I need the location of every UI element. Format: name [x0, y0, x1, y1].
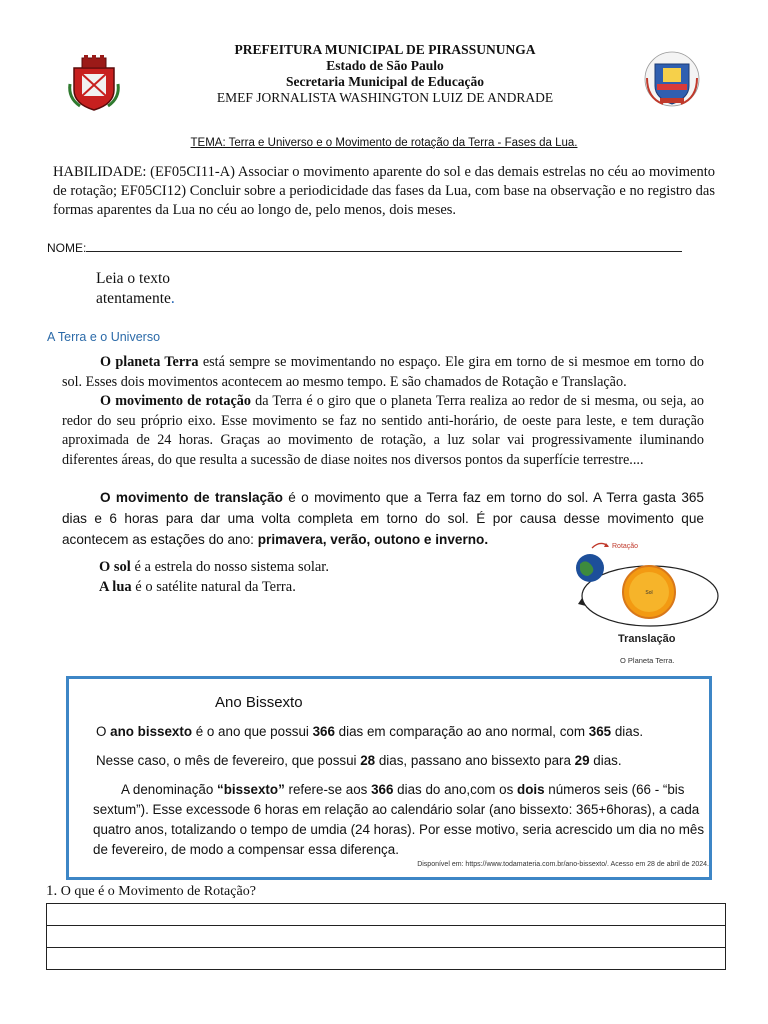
section-subtitle: A Terra e o Universo	[47, 330, 161, 344]
question-1: 1. O que é o Movimento de Rotação?	[46, 883, 256, 899]
box-title: Ano Bissexto	[215, 694, 303, 711]
nome-field	[47, 241, 682, 255]
answer-line[interactable]	[46, 926, 726, 948]
sol-definition: O sol é a estrela do nosso sistema solar.	[99, 559, 329, 575]
header-prefeitura: PREFEITURA MUNICIPAL DE PIRASSUNUNGA	[234, 42, 536, 57]
school-crest-logo	[643, 50, 701, 108]
paragraph-rotacao: O movimento de rotação da Terra é o giro que o planeta Terra realiza ao redor de si mesma, ou seja, ao redor do seu próprio eixo. Esse movimento se faz no sentido anti-horário, de oeste para leste, e tem duração aproximada de 24 horas. Graças ao movimento de rotação, a luz solar vai progressivamente iluminando diferentes áreas, do que resulta a sucessão de diase noites nos diversos pontos da superfície terrestre....	[62, 393, 704, 468]
box-paragraph-2: Nesse caso, o mês de fevereiro, que possui 28 dias, passano ano bissexto para 29 dias.	[96, 753, 622, 768]
ano-bissexto-box	[66, 676, 712, 880]
document-header	[170, 42, 600, 106]
municipal-crest-logo	[66, 54, 122, 112]
diagram-caption: O Planeta Terra.	[620, 656, 675, 665]
header-secretaria: Secretaria Municipal de Educação	[285, 74, 485, 89]
nome-label: NOME:	[47, 241, 87, 255]
translation-diagram	[570, 536, 720, 668]
rotacao-label: Rotação	[612, 543, 639, 550]
answer-line[interactable]	[46, 903, 726, 926]
header-estado: Estado de São Paulo	[326, 58, 444, 73]
habilidade-paragraph: HABILIDADE: (EF05CI11-A) Associar o movimento aparente do sol e das demais estrelas no céu ao movimento de rotação; EF05CI12) Concluir sobre a periodicidade das fases da Lua, com base na observação e no registro das formas aparentes da Lua no céu ao longo de, pelo menos, dois meses.	[53, 164, 715, 218]
box-paragraph-1: O ano bissexto é o ano que possui 366 dias em comparação ao ano normal, com 365 dias.	[96, 724, 644, 739]
box-source: Disponível em: https://www.todamateria.com.br/ano-bissexto/. Acesso em 28 de abril de 2024.	[417, 861, 709, 868]
sun-label: Sol	[645, 590, 653, 596]
answer-line[interactable]	[46, 948, 726, 970]
leia-line1: Leia o texto	[96, 270, 171, 287]
leia-line2: atentamente.	[96, 290, 175, 307]
paragraph-translacao: O movimento de translação é o movimento que a Terra faz em torno do sol. A Terra gasta 365 dias e 6 horas para dar uma volta completa em torno do sol. É por causa desse movimento que acontecem as estações do ano: primavera, verão, outono e inverno.	[62, 490, 704, 547]
tema-text: TEMA: Terra e Universo e o Movimento de rotação da Terra - Fases da Lua.	[190, 137, 578, 149]
box-paragraph-3: A denominação “bissexto” refere-se aos 366 dias do ano,com os dois números seis (66 - “bis sextum”). Esse excessode 6 horas em relação ao calendário solar (ano bissexto: 365+6horas), a cada quatro anos, totalizando o tempo de umdia (24 horas). Por esse motivo, seria acrescido um dia no mês de fevereiro, de modo a compensar essa diferença.	[93, 782, 705, 857]
nome-blank-line[interactable]	[86, 241, 682, 252]
lua-definition: A lua é o satélite natural da Terra.	[99, 579, 296, 595]
tema-line	[0, 137, 768, 149]
answer-lines	[46, 903, 726, 970]
translacao-label: Translação	[618, 633, 676, 645]
header-school: EMEF JORNALISTA WASHINGTON LUIZ DE ANDRADE	[216, 90, 554, 105]
reading-instruction	[96, 269, 175, 309]
paragraph-planeta-terra: O planeta Terra está sempre se movimentando no espaço. Ele gira em torno de si mesmoe em torno do sol. Esses dois movimentos acontecem ao mesmo tempo. E são chamados de Rotação e Translação.	[62, 354, 704, 390]
